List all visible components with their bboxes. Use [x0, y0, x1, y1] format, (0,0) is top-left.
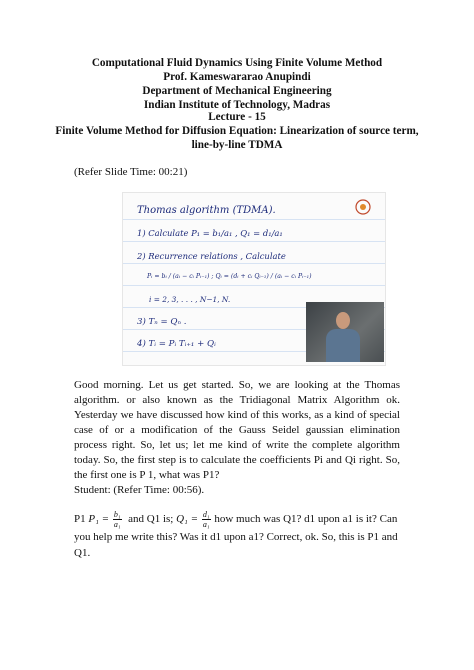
lecturer-video [306, 302, 384, 362]
slide-step-2: 2) Recurrence relations , Calculate [137, 251, 286, 261]
student-refer-time: Student: (Refer Time: 00:56). [74, 484, 205, 496]
lecturer-body [326, 329, 360, 362]
lecture-number: Lecture - 15 [208, 111, 266, 123]
p1-q1-rest: how much was Q1? d1 upon a1 is it? Can you help me write this? Was it d1 upon a1? Correct, ok. So, this is P1 and Q1. [74, 513, 398, 559]
q1-numerator: d₁ [202, 510, 210, 519]
p1-fraction [113, 510, 122, 529]
institute: Indian Institute of Technology, Madras [143, 99, 331, 111]
q1-fraction [202, 510, 211, 529]
p1-denominator: a₁ [113, 520, 121, 529]
slide-step-2-range: i = 2, 3, . . . , N−1, N. [149, 295, 231, 304]
lecture-title-1: Finite Volume Method for Diffusion Equation: Linearization of source term, [55, 125, 419, 137]
p1-numerator: b₁ [113, 510, 121, 519]
slide-step-2-equation: Pᵢ = bᵢ / (aᵢ − cᵢ Pᵢ₋₁) ; Qᵢ = (dᵢ + cᵢ Qᵢ₋₁) / (aᵢ − cᵢ Pᵢ₋₁) [147, 273, 312, 280]
transcript-paragraph-2 [74, 510, 400, 561]
refer-slide-time: (Refer Slide Time: 00:21) [74, 166, 188, 178]
p1-equation-lhs: P₁ = [88, 513, 110, 526]
slide-step-1: 1) Calculate P₁ = b₁/a₁ , Q₁ = d₁/a₁ [137, 228, 283, 238]
lecture-title-2: line-by-line TDMA [191, 139, 283, 151]
course-title: Computational Fluid Dynamics Using Finite Volume Method [91, 57, 383, 69]
iit-logo-icon [355, 199, 371, 215]
slide-title: Thomas algorithm (TDMA). [137, 205, 276, 216]
p1-lead: P1 [74, 513, 86, 526]
slide-step-3: 3) Tₙ = Qₙ . [137, 317, 187, 327]
transcript-paragraph-1: Good morning. Let us get started. So, we are looking at the Thomas algorithm. or also known as the Tridiagonal Matrix Algorithm ok. Yesterday we have discussed how kind of this works, as a kind of special case of or a modification of the Gauss Seidel gaussian elimination process right. So, let us; let me kind of write the complete algorithm today. So, the first step is to calculate the coefficients Pi and Qi right. So, the first one is P 1, what was P1? [74, 379, 400, 481]
professor-name: Prof. Kameswararao Anupindi [163, 71, 311, 83]
document-header [40, 56, 434, 112]
slide-step-4: 4) Tᵢ = Pᵢ Tᵢ₊₁ + Qᵢ [137, 339, 216, 349]
lecturer-head [336, 312, 350, 329]
lecture-heading [40, 110, 434, 152]
q1-intro: and Q1 is; [128, 513, 174, 526]
department: Department of Mechanical Engineering [142, 85, 332, 97]
q1-denominator: a₁ [202, 520, 210, 529]
q1-equation-lhs: Q₁ = [176, 513, 199, 526]
